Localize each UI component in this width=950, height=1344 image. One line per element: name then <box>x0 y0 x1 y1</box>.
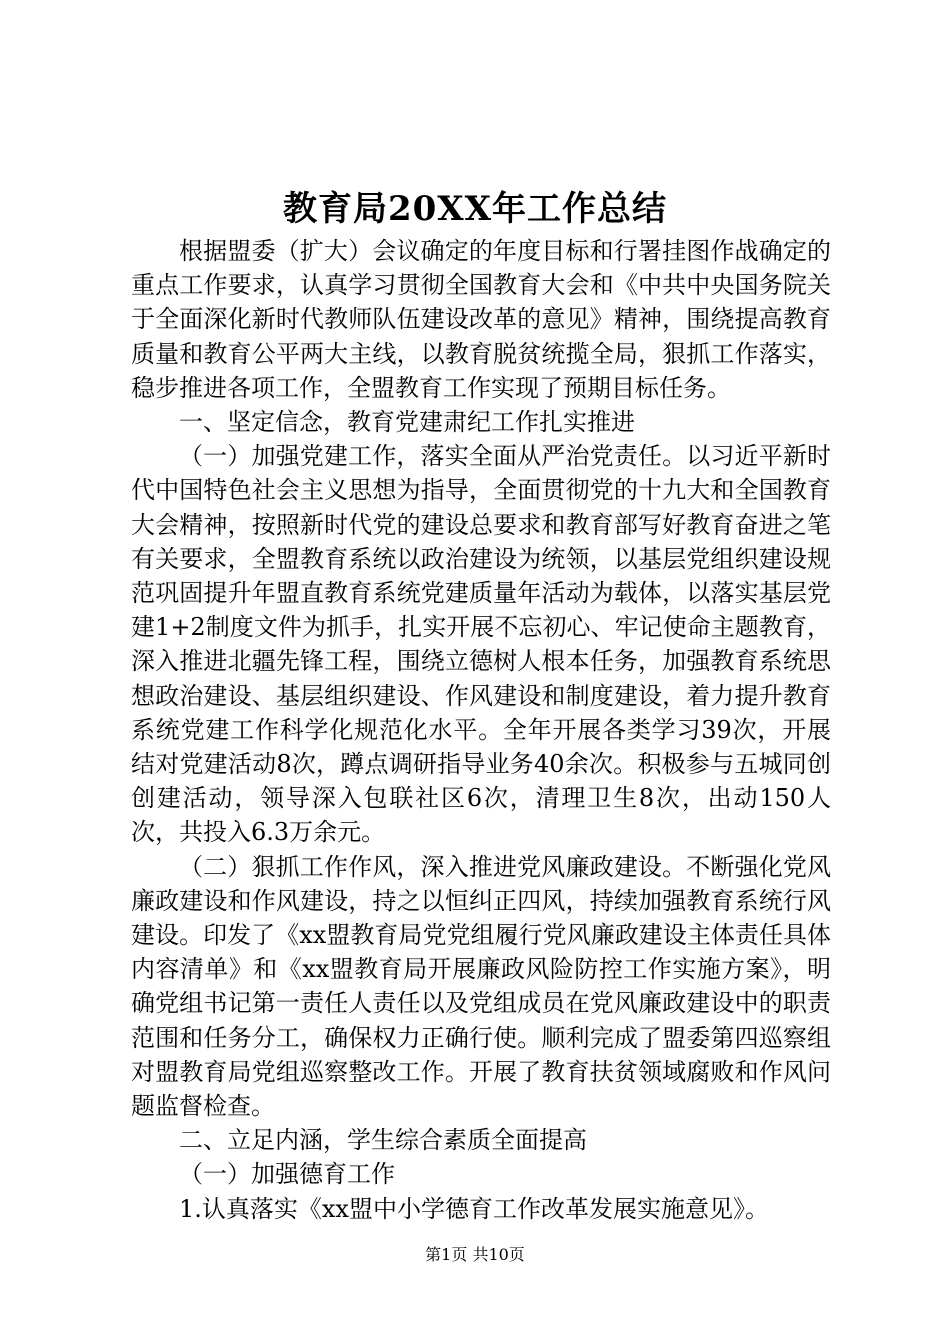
section-heading-2: 二、立足内涵，学生综合素质全面提高 <box>179 1126 587 1155</box>
list-item-1: 1.认真落实《xx盟中小学德育工作改革发展实施意见》。 <box>179 1194 769 1223</box>
page-footer: 第1页 共10页 <box>425 1245 525 1264</box>
subsection-paragraph-1-2: （二）狠抓工作作风，深入推进党风廉政建设。不断强化党风廉政建设和作风建设，持之以恒纠正四风，持续加强教育系统行风建设。印发了《xx盟教育局党党组履行党风廉政建设主体责任具体内容清单》和《xx盟教育局开展廉政风险防控工作实施方案》，明确党组书记第一责任人责任以及党组成员在党风廉政建设中的职责范围和任务分工，确保权力正确行使。顺利完成了盟委第四巡察组对盟教育局党组巡察整改工作。开展了教育扶贫领域腐败和作风问题监督检查。 <box>131 852 831 1121</box>
document-title: 教育局20XX年工作总结 <box>282 189 668 229</box>
intro-paragraph: 根据盟委（扩大）会议确定的年度目标和行署挂图作战确定的重点工作要求，认真学习贯彻全国教育大会和《中共中央国务院关于全面深化新时代教师队伍建设改革的意见》精神，围绕提高教育质量和教育公平两大主线，以教育脱贫统揽全局，狠抓工作落实，稳步推进各项工作，全盟教育工作实现了预期目标任务。 <box>131 237 831 402</box>
section-heading-1: 一、坚定信念，教育党建肃纪工作扎实推进 <box>179 408 635 437</box>
subsection-heading-2-1: （一）加强德育工作 <box>179 1160 395 1189</box>
document-body <box>131 234 831 1226</box>
subsection-paragraph-1-1: （一）加强党建工作，落实全面从严治党责任。以习近平新时代中国特色社会主义思想为指导，全面贯彻党的十九大和全国教育大会精神，按照新时代党的建设总要求和教育部写好教育奋进之笔有关要求，全盟教育系统以政治建设为统领，以基层党组织建设规范巩固提升年盟直教育系统党建质量年活动为载体，以落实基层党建1+2制度文件为抓手，扎实开展不忘初心、牢记使命主题教育，深入推进北疆先锋工程，围绕立德树人根本任务，加强教育系统思想政治建设、基层组织建设、作风建设和制度建设，着力提升教育系统党建工作科学化规范化水平。全年开展各类学习39次，开展结对党建活动8次，蹲点调研指导业务40余次。积极参与五城同创创建活动，领导深入包联社区6次，清理卫生8次，出动150人次，共投入6.3万余元。 <box>131 442 831 847</box>
